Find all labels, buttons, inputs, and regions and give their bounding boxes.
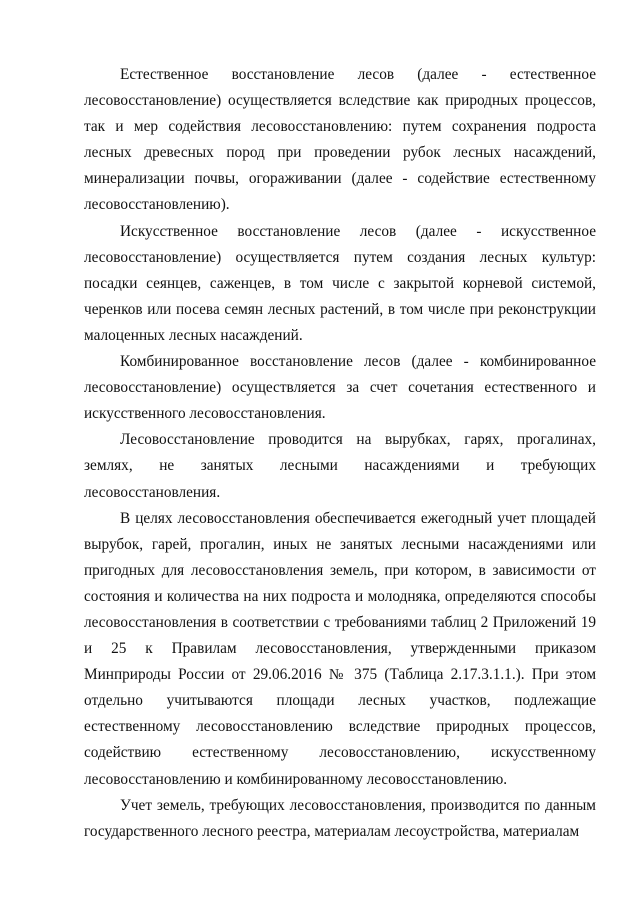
paragraph-annual-accounting: В целях лесовосстановления обеспечивается ежегодный учет площадей вырубок, гарей, прогалин, иных не занятых лесными насаждениями или пригодных для лесовосстановления земель, при котором, в зависимости от состояния и количества на них подроста и молодняка, определяются способы лесовосстановления в соответствии с требованиями таблиц 2 Приложений 19 и 25 к Правилам лесовосстановления, утвержденными приказом Минприроды России от 29.06.2016 № 375 (Таблица 2.17.3.1.1.). При этом отдельно учитываются площади лесных участков, подлежащие естественному лесовосстановлению вследствие природных процессов, содействию естественному лесовосстановлению, искусственному лесовосстановлению и комбинированному лесовосстановлению. [84, 509, 596, 788]
paragraph-land-accounting: Учет земель, требующих лесовосстановления, производится по данным государственного лесного реестра, материалам лесоустройства, материалам [84, 796, 596, 840]
document-page [84, 62, 596, 845]
paragraph-artificial-reforestation: Искусственное восстановление лесов (далее - искусственное лесовосстановление) осуществляется путем создания лесных культур: посадки сеянцев, саженцев, в том числе с закрытой корневой системой, черенков или посева семян лесных растений, в том числе при реконструкции малоценных лесных насаждений. [84, 222, 596, 344]
paragraph-natural-reforestation: Естественное восстановление лесов (далее - естественное лесовосстановление) осуществляется вследствие как природных процессов, так и мер содействия лесовосстановлению: путем сохранения подроста лесных древесных пород при проведении рубок лесных насаждений, минерализации почвы, огораживании (далее - содействие естественному лесовосстановлению). [84, 66, 596, 214]
paragraph-combined-reforestation: Комбинированное восстановление лесов (далее - комбинированное лесовосстановление) осуществляется за счет сочетания естественного и искусственного лесовосстановления. [84, 353, 596, 423]
paragraph-reforestation-sites: Лесовосстановление проводится на вырубках, гарях, прогалинах, землях, не занятых лесными насаждениями и требующих лесовосстановления. [84, 431, 596, 501]
